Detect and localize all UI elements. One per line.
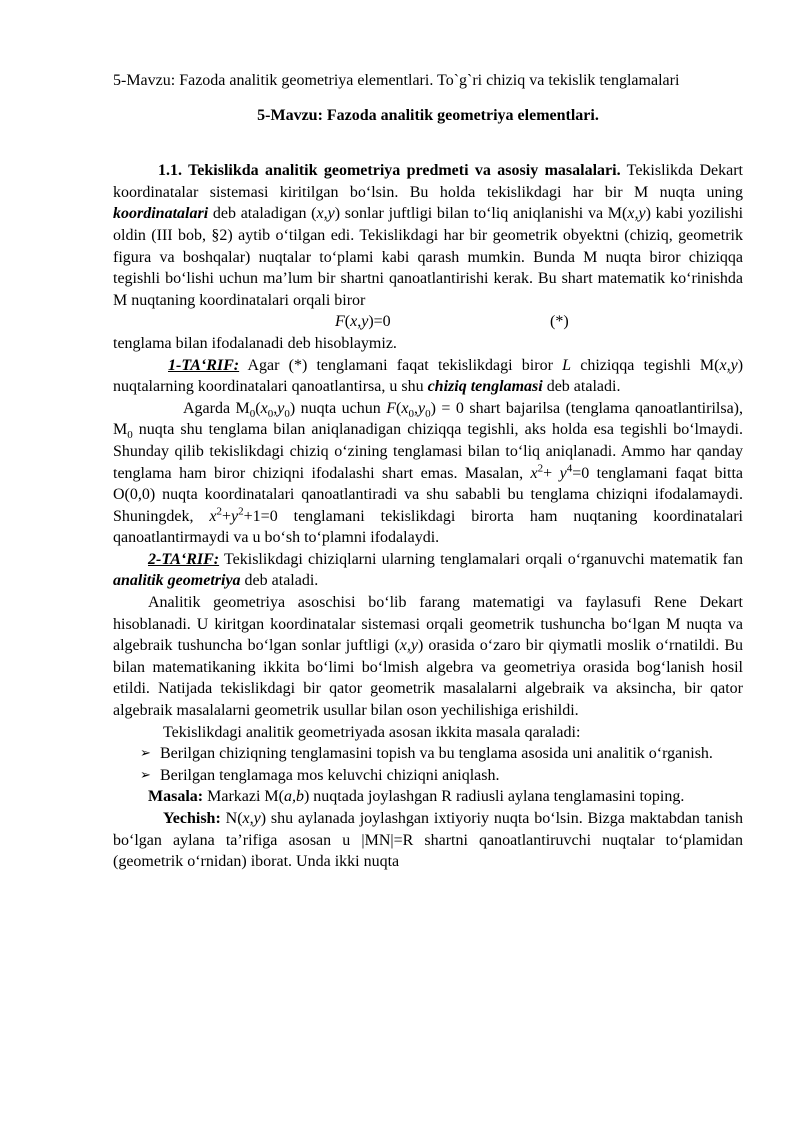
paragraph-ikki-masala: Tekislikdagi analitik geometriyada asosan ikkita masala qaraladi: <box>163 723 581 741</box>
paragraph-tenglama: tenglama bilan ifodalanadi deb hisoblaymiz. <box>113 334 397 352</box>
list-item: ➢ Berilgan chiziqning tenglamasini topish va bu tenglama asosida uni analitik o‘rganish. <box>113 743 743 765</box>
term-analitik-geometriya: analitik geometriya <box>113 572 241 590</box>
section-heading: 1.1. Tekislikda analitik geometriya predmeti va asosiy masalalari. <box>158 162 621 180</box>
formula-fxy: F(x,y)=0 <box>335 313 391 331</box>
term-chiziq-tenglamasi: chiziq tenglamasi <box>427 378 543 396</box>
document-page <box>113 70 743 873</box>
arrow-bullet-icon: ➢ <box>140 767 151 783</box>
definition-1-label: 1-TA‘RIF: <box>168 356 240 374</box>
arrow-bullet-icon: ➢ <box>140 746 151 762</box>
yechish-label: Yechish: <box>163 810 221 827</box>
definition-2-label: 2-TA‘RIF: <box>148 550 220 568</box>
solution-paragraph: Yechish: N(x,y) shu aylanada joylashgan ixtiyoriy nuqta bo‘lsin. Bizga maktabdan tanish bo‘lgan aylana ta’rifiga asosan u |MN|=R shartni qanoatlantiruvchi nuqtalar to‘plamidan (geometrik o‘rnidan) iborat. Unda ikki nuqta <box>113 810 744 871</box>
paragraph-agarda: Agarda $M_0(x_0,y_0)$ nuqta uchun $F(x_0,y_0) = 0$ shart bajarilsa (tenglama qanoatlantirilsa), $M_0$ nuqta shu tenglama bilan aniqlanadigan chiziqqa tegishli, aks holda esa tegishli bo‘lmaydi. Shunday qilib tekislikdagi chiziq o‘zining tenglamasi bilan to‘liq aniqlanadi. Ammo har qanday tenglama ham biror chiziqni ifodalashi shart emas. Masalan, $x^2+ y^4=0$ tenglamani faqat bitta O(0,0) nuqta koordinatalari qanoatlantiradi va shu sababli bu tenglama chiziqni ifodalamaydi. Shuningdek, $x^2+y^2+1=0$ tenglamani tekislikdagi birorta ham nuqtaning koordinatalari qanoatlantirmaydi va u bo‘sh to‘plamni ifodalaydi. <box>113 399 744 547</box>
list-item: ➢ Berilgan tenglamaga mos keluvchi chiziqni aniqlash. <box>113 765 743 787</box>
topic-heading: 5-Mavzu: Fazoda analitik geometriya elementlari. <box>257 106 599 124</box>
formula-tag: (*) <box>550 313 569 331</box>
document-title: 5-Mavzu: Fazoda analitik geometriya elementlari. To`g`ri chiziq va tekislik tenglamalari <box>113 72 680 89</box>
section-paragraph-intro: 1.1. Tekislikda analitik geometriya predmeti va asosiy masalalari. Tekislikda Dekart koordinatalar sistemasi kiritilgan bo‘lsin. Bu holda tekislikdagi har bir M nuqta uning koordinatalari deb ataladigan (x,y) sonlar juftligi bilan to‘liq aniqlanishi va M(x,y) kabi yozilishi oldin (III bob, §2) aytib o‘tilgan edi. Tekislikdagi har bir geometrik obyektni (chiziq, geometrik figura va boshqalar) nuqtalar to‘plami kabi qarash mumkin. Bunda M nuqta biror chiziqqa tegishli bo‘lishi uchun ma’lum bir shartni qanoatlantirishi kerak. Bu shart matematik ko‘rinishda M nuqtaning koordinatalari orqali biror <box>113 162 744 309</box>
task-list <box>113 743 743 786</box>
definition-1: 1-TA‘RIF: Agar (*) tenglamani faqat tekislikdagi biror L chiziqqa tegishli M(x,y) nuqtalarning koordinatalari qanoatlantirsa, u shu chiziq tenglamasi deb ataladi. <box>113 356 744 396</box>
paragraph-dekart: Analitik geometriya asoschisi bo‘lib farang matematigi va faylasufi Rene Dekart hisoblanadi. U kiritgan koordinatalar sistemasi orqali geometrik tushuncha bo‘lgan M nuqta va algebraik tushuncha bo‘lgan sonlar juftligi (x,y) orasida o‘zaro bir qiymatli moslik o‘rnatildi. Bu bilan matematikaning ikkita bo‘limi bo‘lmish algebra va geometriya orasida bog‘lanish hosil etildi. Natijada tekislikdagi bir qator geometrik masalalarni algebraik va aksincha, bir qator algebraik masalalarni geometrik usullar bilan oson yechilishiga erishildi. <box>113 594 744 720</box>
masala-label: Masala: <box>148 788 204 806</box>
term-koordinatalari: koordinatalari <box>113 205 209 223</box>
formula-line <box>113 311 743 333</box>
definition-2: 2-TA‘RIF: Tekislikdagi chiziqlarni ularning tenglamalari orqali o‘rganuvchi matematik fan analitik geometriya deb ataladi. <box>113 550 743 590</box>
problem-statement: Masala: Markazi M(a,b) nuqtada joylashgan R radiusli aylana tenglamasini toping. <box>148 788 685 806</box>
